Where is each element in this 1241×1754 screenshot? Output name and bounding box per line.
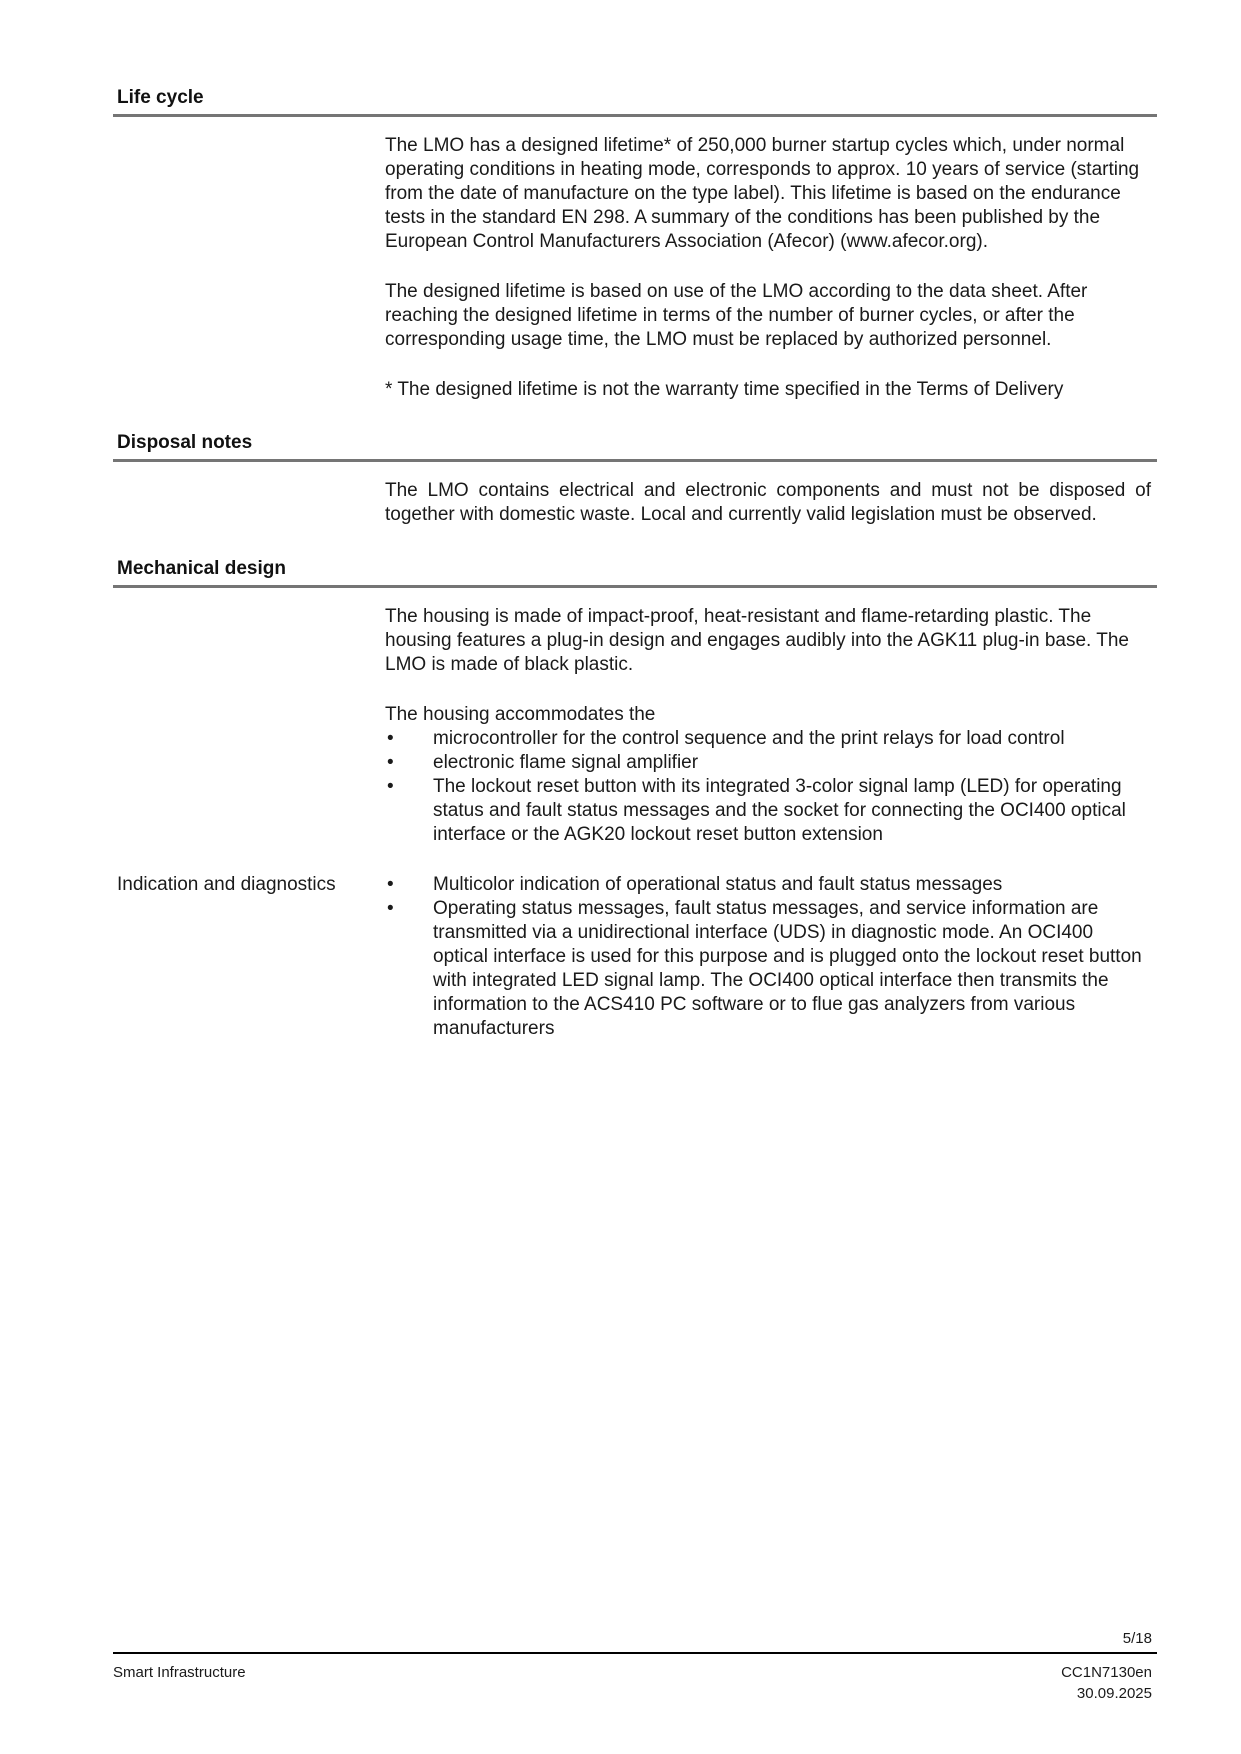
life-cycle-paragraph-1: The LMO has a designed lifetime* of 250,000 burner startup cycles which, under normal operating conditions in heating mode, corresponds to approx. 10 years of service (starting from the date of manufacture on the type label). This lifetime is based on the endurance tests in the standard EN 298. A summary of the conditions has been published by the European Control Manufacturers Association (Afecor) (www.afecor.org).	[385, 135, 1140, 252]
bullet-icon: •	[387, 728, 394, 749]
mechanical-design-text-column	[385, 605, 1151, 847]
list-item-text: Multicolor indication of operational status and fault status messages	[433, 874, 1003, 895]
footer-body	[113, 1654, 1157, 1704]
footer-date: 30.09.2025	[1076, 1685, 1152, 1702]
mechanical-design-list-intro: The housing accommodates the	[385, 704, 656, 725]
margin-label-indication-diagnostics: Indication and diagnostics	[117, 874, 336, 895]
list-item-text: electronic flame signal amplifier	[433, 752, 699, 773]
list-item	[385, 727, 1151, 751]
section-body-mechanical-design	[113, 605, 1157, 847]
list-item	[385, 873, 1151, 897]
section-heading-disposal-notes: Disposal notes	[113, 431, 1157, 462]
section-heading-life-cycle: Life cycle	[113, 86, 1157, 117]
list-item	[385, 751, 1151, 775]
footer-document-id: CC1N7130en	[1061, 1664, 1152, 1681]
margin-label-empty	[113, 479, 385, 527]
bullet-icon: •	[387, 898, 394, 919]
section-body-life-cycle	[113, 134, 1157, 402]
footer-doc-info	[1061, 1662, 1157, 1704]
section-body-disposal-notes	[113, 479, 1157, 527]
list-item-text: Operating status messages, fault status messages, and service information are transmitted via a unidirectional interface (UDS) in diagnostic mode. An OCI400 optical interface is used for this purpose and is plugged onto the lockout reset button with integrated LED signal lamp. The OCI400 optical interface then transmits the information to the ACS410 PC software or to flue gas analyzers from various manufacturers	[433, 898, 1142, 1039]
life-cycle-footnote: * The designed lifetime is not the warranty time specified in the Terms of Delivery	[385, 379, 1064, 400]
margin-label-empty	[113, 605, 385, 847]
life-cycle-text-column	[385, 134, 1151, 402]
life-cycle-paragraph-2: The designed lifetime is based on use of the LMO according to the data sheet. After reaching the designed lifetime in terms of the number of burner cycles, or after the corresponding usage time, the LMO must be replaced by authorized personnel.	[385, 281, 1088, 350]
list-item	[385, 775, 1151, 847]
footer-division: Smart Infrastructure	[113, 1664, 246, 1681]
page-footer	[113, 1629, 1157, 1704]
section-heading-mechanical-design: Mechanical design	[113, 557, 1157, 588]
disposal-notes-text-column	[385, 479, 1151, 527]
bullet-icon: •	[387, 874, 394, 895]
indication-diagnostics-bullet-list	[385, 873, 1151, 1041]
section-body-indication-diagnostics	[113, 873, 1157, 1041]
disposal-notes-paragraph: The LMO contains electrical and electronic components and must not be disposed of together with domestic waste. Local and currently valid legislation must be observed.	[385, 480, 1151, 525]
mechanical-design-paragraph-1: The housing is made of impact-proof, heat-resistant and flame-retarding plastic. The housing features a plug-in design and engages audibly into the AGK11 plug-in base. The LMO is made of black plastic.	[385, 606, 1129, 675]
mechanical-design-bullet-list	[385, 727, 1151, 847]
indication-diagnostics-text-column	[385, 873, 1151, 1041]
page-content	[113, 86, 1157, 1041]
page-number: 5/18	[113, 1629, 1157, 1654]
bullet-icon: •	[387, 776, 394, 797]
bullet-icon: •	[387, 752, 394, 773]
list-item-text: microcontroller for the control sequence and the print relays for load control	[433, 728, 1065, 749]
list-item-text: The lockout reset button with its integrated 3-color signal lamp (LED) for operating status and fault status messages and the socket for connecting the OCI400 optical interface or the AGK20 lockout reset button extension	[433, 776, 1126, 845]
list-item	[385, 897, 1151, 1041]
margin-label-empty	[113, 134, 385, 402]
